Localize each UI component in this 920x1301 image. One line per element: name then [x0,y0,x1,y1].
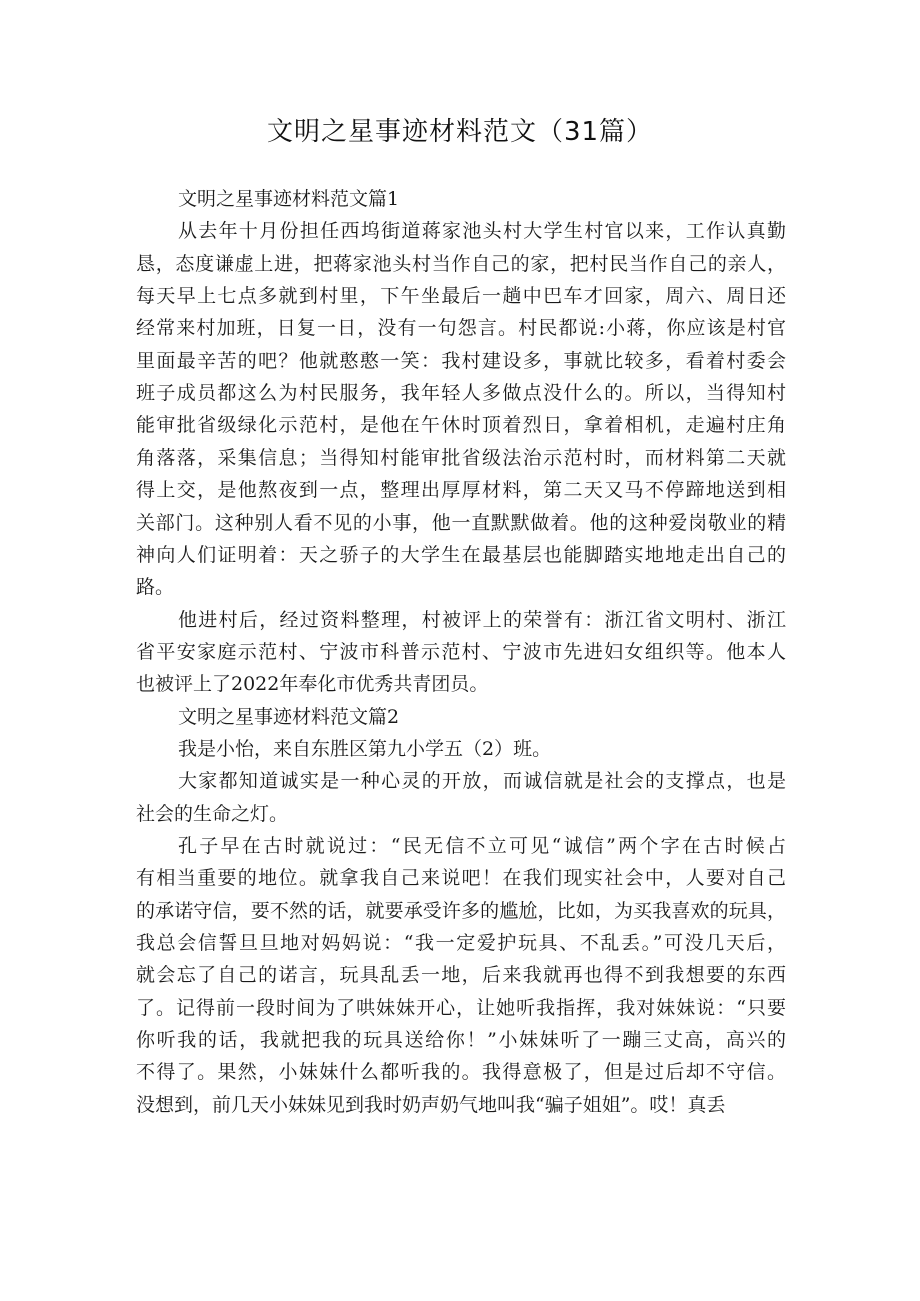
paragraph-line: 我是小怡，来自东胜区第九小学五（2）班。 [178,738,552,760]
paragraph-line: 角落落，采集信息；当得知村能审批省级法治示范村时，而材料第二天就 [136,447,786,469]
paragraph-line: 经常来村加班，日复一日，没有一句怨言。村民都说:小蒋，你应该是村官 [136,317,786,339]
paragraph-line: 就会忘了自己的诺言，玩具乱丢一地，后来我就再也得不到我想要的东西 [136,964,786,986]
paragraph-line: 关部门。这种别人看不见的小事，他一直默默做着。他的这种爱岗敬业的精 [136,512,786,534]
paragraph-line: 神向人们证明着：天之骄子的大学生在最基层也能脚踏实地地走出自己的 [136,544,786,566]
paragraph-line: 恳，态度谦虚上进，把蒋家池头村当作自己的家，把村民当作自己的亲人， [136,253,786,275]
section-heading: 文明之星事迹材料范文篇2 [178,706,400,728]
paragraph-line: 没想到，前几天小妹妹见到我时奶声奶气地叫我“骗子姐姐”。哎！真丢 [136,1094,726,1116]
paragraph-line: 每天早上七点多就到村里，下午坐最后一趟中巴车才回家，周六、周日还 [136,285,786,307]
paragraph-line: 也被评上了2022年奉化市优秀共青团员。 [136,673,489,695]
paragraph-line: 班子成员都这么为村民服务，我年轻人多做点没什么的。所以，当得知村 [136,382,786,404]
paragraph-line: 里面最辛苦的吧？他就憨憨一笑：我村建设多，事就比较多，看着村委会 [136,350,786,372]
paragraph-line: 社会的生命之灯。 [136,803,289,825]
paragraph-line: 得上交，是他熬夜到一点，整理出厚厚材料，第二天又马不停蹄地送到相 [136,479,786,501]
paragraph-line: 不得了。果然，小妹妹什么都听我的。我得意极了，但是过后却不守信。 [136,1061,786,1083]
paragraph-line: 路。 [136,576,175,598]
document-title: 文明之星事迹材料范文（31篇） [266,117,654,147]
paragraph-line: 你听我的话，我就把我的玩具送给你！”小妹妹听了一蹦三丈高，高兴的 [136,1029,786,1051]
paragraph-line: 了。记得前一段时间为了哄妹妹开心，让她听我指挥，我对妹妹说：“只要 [136,997,786,1019]
paragraph-line: 大家都知道诚实是一种心灵的开放，而诚信就是社会的支撑点，也是 [178,770,786,792]
paragraph-line: 从去年十月份担任西坞街道蒋家池头村大学生村官以来，工作认真勤 [178,220,786,242]
paragraph-line: 能审批省级绿化示范村，是他在午休时顶着烈日，拿着相机，走遍村庄角 [136,414,786,436]
paragraph-line: 孔子早在古时就说过：“民无信不立可见“诚信”两个字在古时候占 [178,835,786,857]
paragraph-line: 的承诺守信，要不然的话，就要承受许多的尴尬，比如，为买我喜欢的玩具， [136,900,786,922]
paragraph-line: 省平安家庭示范村、宁波市科普示范村、宁波市先进妇女组织等。他本人 [136,641,786,663]
paragraph-line: 有相当重要的地位。就拿我自己来说吧！在我们现实社会中，人要对自己 [136,867,786,889]
paragraph-line: 我总会信誓旦旦地对妈妈说：“我一定爱护玩具、不乱丢。”可没几天后， [136,932,786,954]
section-heading: 文明之星事迹材料范文篇1 [178,188,400,210]
paragraph-line: 他进村后，经过资料整理，村被评上的荣誉有：浙江省文明村、浙江 [178,609,786,631]
